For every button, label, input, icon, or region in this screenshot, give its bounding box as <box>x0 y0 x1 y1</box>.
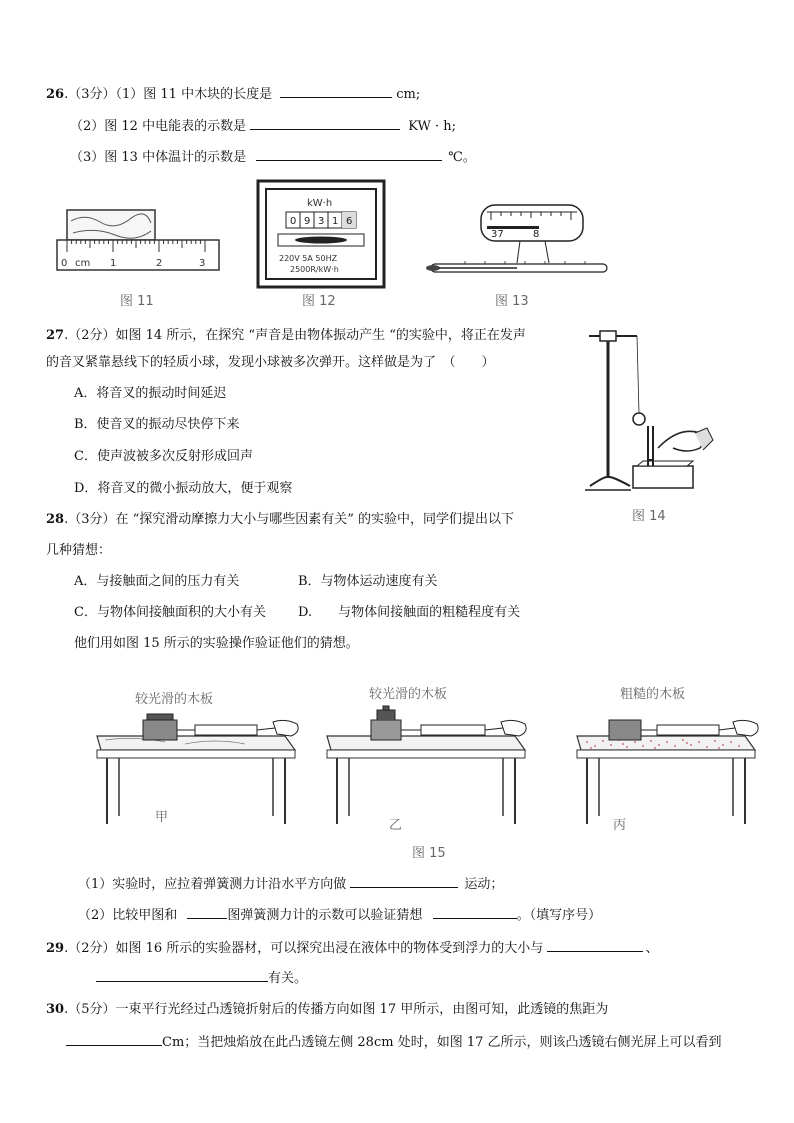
q29-line2 <box>96 969 307 987</box>
q26-line2-unit: KW · h; <box>408 119 456 134</box>
fig15-label-3: 粗糙的木板 <box>620 687 686 702</box>
q28-number: 28 <box>46 512 65 527</box>
figure-12-caption: 图 12 <box>302 294 336 309</box>
figure-14-caption: 图 14 <box>632 509 666 524</box>
q29-line1-text: .（2分）如图 16 所示的实验器材，可以探究出浸在液体中的物体受到浮力的大小与 <box>64 941 544 956</box>
q28-answer-blank-1[interactable] <box>350 875 458 888</box>
q26-line3-unit: ℃。 <box>448 150 476 165</box>
q26-line1-unit: cm; <box>396 87 421 102</box>
q29-answer-blank-1[interactable] <box>547 939 643 952</box>
q28-option-c: C．与物体间接触面积的大小有关 <box>74 605 266 620</box>
fig15-sublabel-yi: 乙 <box>389 818 403 833</box>
q26-number: 26 <box>46 87 65 102</box>
fig15-panel-bing <box>575 706 775 826</box>
q26-line2 <box>70 117 456 135</box>
figure-14-tuning-fork <box>575 318 725 498</box>
q28-sub2-mid: 图弹簧测力计的示数可以验证猜想 <box>227 908 423 923</box>
figure-11-ruler <box>55 205 225 275</box>
q28-answer-blank-2[interactable] <box>187 906 227 919</box>
q26-line3-text: （3）图 13 中体温计的示数是 <box>70 150 247 165</box>
meter-digit-1: 0 <box>290 216 297 227</box>
fig15-label-2: 较光滑的木板 <box>369 687 448 702</box>
ruler-label-1: 1 <box>110 258 117 269</box>
meter-unit: kW·h <box>307 198 333 209</box>
q28-line1 <box>46 512 514 528</box>
q30-line1 <box>46 1002 608 1018</box>
q27-line1 <box>46 328 526 344</box>
ruler-label-cm: cm <box>75 258 91 269</box>
q26-line1-text: .（3分）（1）图 11 中木块的长度是 <box>64 87 273 102</box>
q26-line2-text: （2）图 12 中电能表的示数是 <box>70 119 247 134</box>
fig15-sublabel-jia: 甲 <box>155 810 169 825</box>
q27-number: 27 <box>46 328 65 343</box>
figure-15-caption: 图 15 <box>412 846 446 861</box>
fig15-panel-yi <box>325 706 535 826</box>
q30-answer-blank-1[interactable] <box>66 1033 162 1046</box>
meter-spec-2: 2500R/kW·h <box>290 265 339 274</box>
q28-line5: 他们用如图 15 所示的实验操作验证他们的猜想。 <box>74 636 359 651</box>
q29-line2-post: 有关。 <box>268 971 308 986</box>
q28-option-d: D. 与物体间接触面的粗糙程度有关 <box>298 605 521 620</box>
thermo-label-37: 37 <box>491 229 504 240</box>
q27-option-d: D．将音叉的微小振动放大，便于观察 <box>74 481 293 496</box>
fig15-label-1: 较光滑的木板 <box>135 692 214 707</box>
figure-12-meter <box>257 180 385 288</box>
fig15-panel-jia <box>95 706 305 826</box>
q30-line2 <box>66 1033 722 1051</box>
q27-line1-text: .（2分）如图 14 所示，在探究 “声音是由物体振动产生 “的实验中，将正在发声 <box>64 328 526 343</box>
q26-answer-blank-2[interactable] <box>250 117 400 130</box>
q28-line2: 几种猜想： <box>46 543 112 558</box>
meter-digit-3: 3 <box>318 216 325 227</box>
q28-line1-text: .（3分）在 “探究滑动摩擦力大小与哪些因素有关” 的实验中，同学们提出以下 <box>64 512 515 527</box>
meter-digit-4: 1 <box>332 216 339 227</box>
q26-answer-blank-3[interactable] <box>256 148 442 161</box>
q28-sub1-text: （1）实验时，应拉着弹簧测力计沿水平方向做 <box>78 877 347 892</box>
q29-line1 <box>46 939 658 957</box>
ruler-label-2: 2 <box>156 258 163 269</box>
ruler-label-0: 0 <box>61 258 68 269</box>
q27-option-b: B．使音叉的振动尽快停下来 <box>74 417 240 432</box>
q26-line3 <box>70 148 476 166</box>
meter-digit-2: 9 <box>304 216 311 227</box>
q28-option-a: A．与接触面之间的压力有关 <box>74 574 240 589</box>
q28-option-b: B．与物体运动速度有关 <box>298 574 438 589</box>
q30-line1-text: .（5分）一束平行光经过凸透镜折射后的传播方向如图 17 甲所示，由图可知，此透镜的焦距为 <box>64 1002 609 1017</box>
q28-sub1 <box>78 875 503 893</box>
q29-answer-blank-2[interactable] <box>96 969 268 982</box>
q28-sub1-post: 运动； <box>464 877 504 892</box>
q30-line2-text: Cm；当把烛焰放在此凸透镜左侧 28cm 处时，如图 17 乙所示，则该凸透镜右侧光屏上可以看到 <box>162 1035 722 1050</box>
thermo-label-8: 8 <box>533 229 540 240</box>
meter-spec-1: 220V 5A 50HZ <box>279 254 338 263</box>
q28-answer-blank-3[interactable] <box>433 906 517 919</box>
q27-option-c: C．使声波被多次反射形成回声 <box>74 449 253 464</box>
q30-number: 30 <box>46 1002 65 1017</box>
q28-sub2 <box>78 906 601 924</box>
fig15-sublabel-bing: 丙 <box>613 818 627 833</box>
figure-15 <box>95 680 775 860</box>
q27-line2: 的音叉紧靠悬线下的轻质小球，发现小球被多次弹开。这样做是为了 （ ） <box>46 355 495 370</box>
q26-line1 <box>46 85 420 103</box>
figure-13-thermometer <box>425 203 615 285</box>
figure-13-caption: 图 13 <box>495 294 529 309</box>
meter-digit-5: 6 <box>346 216 353 227</box>
ruler-label-3: 3 <box>199 258 206 269</box>
figure-11-caption: 图 11 <box>120 294 154 309</box>
q28-sub2-post: 。（填写序号） <box>516 908 602 923</box>
q27-option-a: A．将音叉的振动时间延迟 <box>74 386 227 401</box>
q26-answer-blank-1[interactable] <box>280 85 392 98</box>
q29-line1-post: 、 <box>645 941 659 956</box>
q29-number: 29 <box>46 941 65 956</box>
q28-sub2-text: （2）比较甲图和 <box>78 908 178 923</box>
